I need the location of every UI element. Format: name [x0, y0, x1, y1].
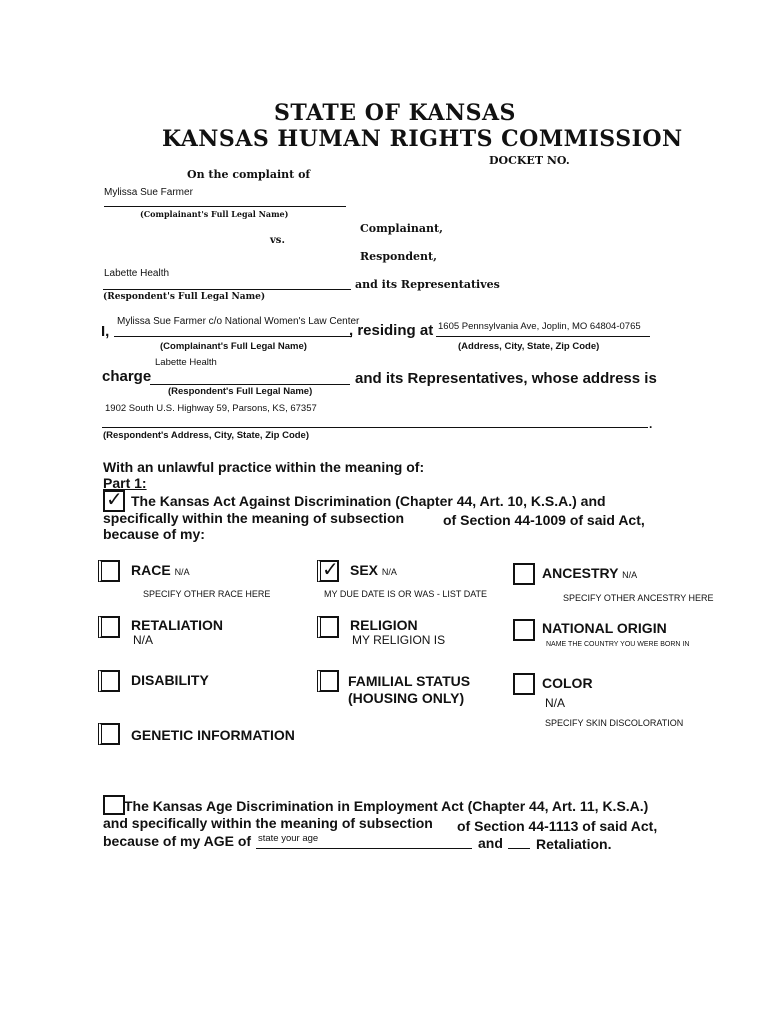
- color-spec[interactable]: SPECIFY SKIN DISCOLORATION: [545, 718, 684, 728]
- respondent-address-value[interactable]: 1902 South U.S. Highway 59, Parsons, KS, 67357: [105, 403, 317, 414]
- religion-label: RELIGION: [350, 617, 418, 633]
- retaliation-checkbox[interactable]: [98, 616, 120, 638]
- race-label: RACE N/A: [131, 562, 190, 578]
- familial-status-label: FAMILIAL STATUS: [348, 673, 471, 689]
- genetic-information-checkbox[interactable]: [98, 723, 120, 745]
- respondent-address-caption: (Respondent's Address, City, State, Zip Code): [103, 430, 310, 441]
- docket-label: DOCKET NO.: [489, 154, 570, 167]
- kaad-line1: The Kansas Act Against Discrimination (Chapter 44, Art. 10, K.S.A.) and: [131, 493, 606, 509]
- kaad-line2a: specifically within the meaning of subsection: [103, 510, 405, 526]
- age-act-line2b: of Section 44-1113 of said Act,: [457, 818, 658, 834]
- ancestry-spec[interactable]: SPECIFY OTHER ANCESTRY HERE: [563, 593, 714, 603]
- respondent-reps: and its Representatives: [355, 278, 500, 291]
- sex-check-icon: ✓: [322, 557, 339, 581]
- complainant-name-caption: (Complainant's Full Legal Name): [140, 209, 289, 219]
- retaliation-note[interactable]: N/A: [133, 633, 154, 647]
- kaad-line3: because of my:: [103, 526, 205, 542]
- respondent-role: Respondent,: [360, 250, 437, 263]
- reps-address-label: and its Representatives, whose address is: [355, 370, 657, 387]
- disability-label: DISABILITY: [131, 672, 209, 688]
- part1-heading: Part 1:: [103, 475, 147, 491]
- kaad-line2b: of Section 44-1009 of said Act,: [443, 512, 645, 528]
- familial-status-checkbox[interactable]: [317, 670, 339, 692]
- national-origin-label: NATIONAL ORIGIN: [542, 620, 667, 636]
- complainant-role: Complainant,: [360, 222, 443, 235]
- complainant-name-line: [104, 206, 346, 207]
- age-act-line3a: because of my AGE of: [103, 833, 252, 849]
- genetic-information-label: GENETIC INFORMATION: [131, 727, 295, 743]
- respondent-name-caption: (Respondent's Full Legal Name): [103, 292, 266, 302]
- address-caption: (Address, City, State, Zip Code): [458, 341, 600, 352]
- ancestry-label: ANCESTRY N/A: [542, 565, 638, 581]
- statement-respondent-value[interactable]: Labette Health: [155, 357, 217, 368]
- statement-respondent-line: [150, 384, 350, 385]
- race-spec[interactable]: SPECIFY OTHER RACE HERE: [143, 589, 271, 599]
- sex-checkbox[interactable]: [317, 557, 339, 582]
- vs-label: vs.: [270, 235, 285, 246]
- unlawful-practice-intro: With an unlawful practice within the meaning of:: [103, 459, 425, 475]
- age-line: [256, 848, 472, 849]
- age-retaliation-line[interactable]: [508, 848, 530, 849]
- national-origin-note[interactable]: NAME THE COUNTRY YOU WERE BORN IN: [546, 641, 690, 648]
- race-note: N/A: [174, 567, 190, 577]
- familial-status-sublabel: (HOUSING ONLY): [348, 690, 465, 706]
- sex-label: SEX N/A: [350, 562, 397, 578]
- age-act-line1: The Kansas Age Discrimination in Employment Act (Chapter 44, Art. 11, K.S.A.): [124, 798, 649, 814]
- respondent-name-line: [103, 289, 351, 290]
- statement-complainant-line: [114, 336, 352, 337]
- kaad-checkbox[interactable]: [103, 487, 125, 512]
- age-act-checkbox[interactable]: [103, 795, 125, 815]
- age-and-label: and: [478, 835, 503, 851]
- residing-label: , residing at: [349, 322, 434, 339]
- check-icon: ✓: [106, 487, 123, 511]
- ancestry-checkbox[interactable]: [513, 563, 535, 585]
- age-act-line2a: and specifically within the meaning of subsection: [103, 815, 433, 831]
- color-note[interactable]: N/A: [545, 696, 566, 710]
- title-commission: KANSAS HUMAN RIGHTS COMMISSION: [162, 126, 683, 152]
- ancestry-note: N/A: [622, 570, 638, 580]
- disability-checkbox[interactable]: [98, 670, 120, 692]
- statement-respondent-caption: (Respondent's Full Legal Name): [168, 386, 313, 397]
- charge-label: charge: [102, 368, 152, 385]
- retaliation-label: RETALIATION: [131, 617, 224, 633]
- i-label: I,: [101, 323, 110, 340]
- period: .: [649, 417, 653, 431]
- age-value[interactable]: state your age: [258, 833, 319, 844]
- national-origin-checkbox[interactable]: [513, 619, 535, 641]
- statement-complainant-caption: (Complainant's Full Legal Name): [160, 341, 307, 352]
- complainant-name-value[interactable]: Mylissa Sue Farmer: [104, 187, 193, 198]
- religion-checkbox[interactable]: [317, 616, 339, 638]
- respondent-name-value[interactable]: Labette Health: [104, 268, 170, 279]
- sex-spec[interactable]: MY DUE DATE IS OR WAS - LIST DATE: [324, 589, 488, 599]
- address-line: [436, 336, 650, 337]
- respondent-address-line: [102, 427, 648, 428]
- address-value[interactable]: 1605 Pennsylvania Ave, Joplin, MO 64804-0765: [438, 321, 641, 332]
- on-complaint-label: On the complaint of: [187, 168, 311, 181]
- statement-complainant-value[interactable]: Mylissa Sue Farmer c/o National Women's Law Center: [117, 316, 360, 327]
- religion-note[interactable]: MY RELIGION IS: [352, 633, 446, 647]
- age-retaliation-label: Retaliation.: [536, 836, 612, 852]
- color-checkbox[interactable]: [513, 673, 535, 695]
- race-checkbox[interactable]: [98, 560, 120, 582]
- sex-note: N/A: [381, 567, 397, 577]
- color-label: COLOR: [542, 675, 593, 691]
- title-state: STATE OF KANSAS: [274, 100, 516, 126]
